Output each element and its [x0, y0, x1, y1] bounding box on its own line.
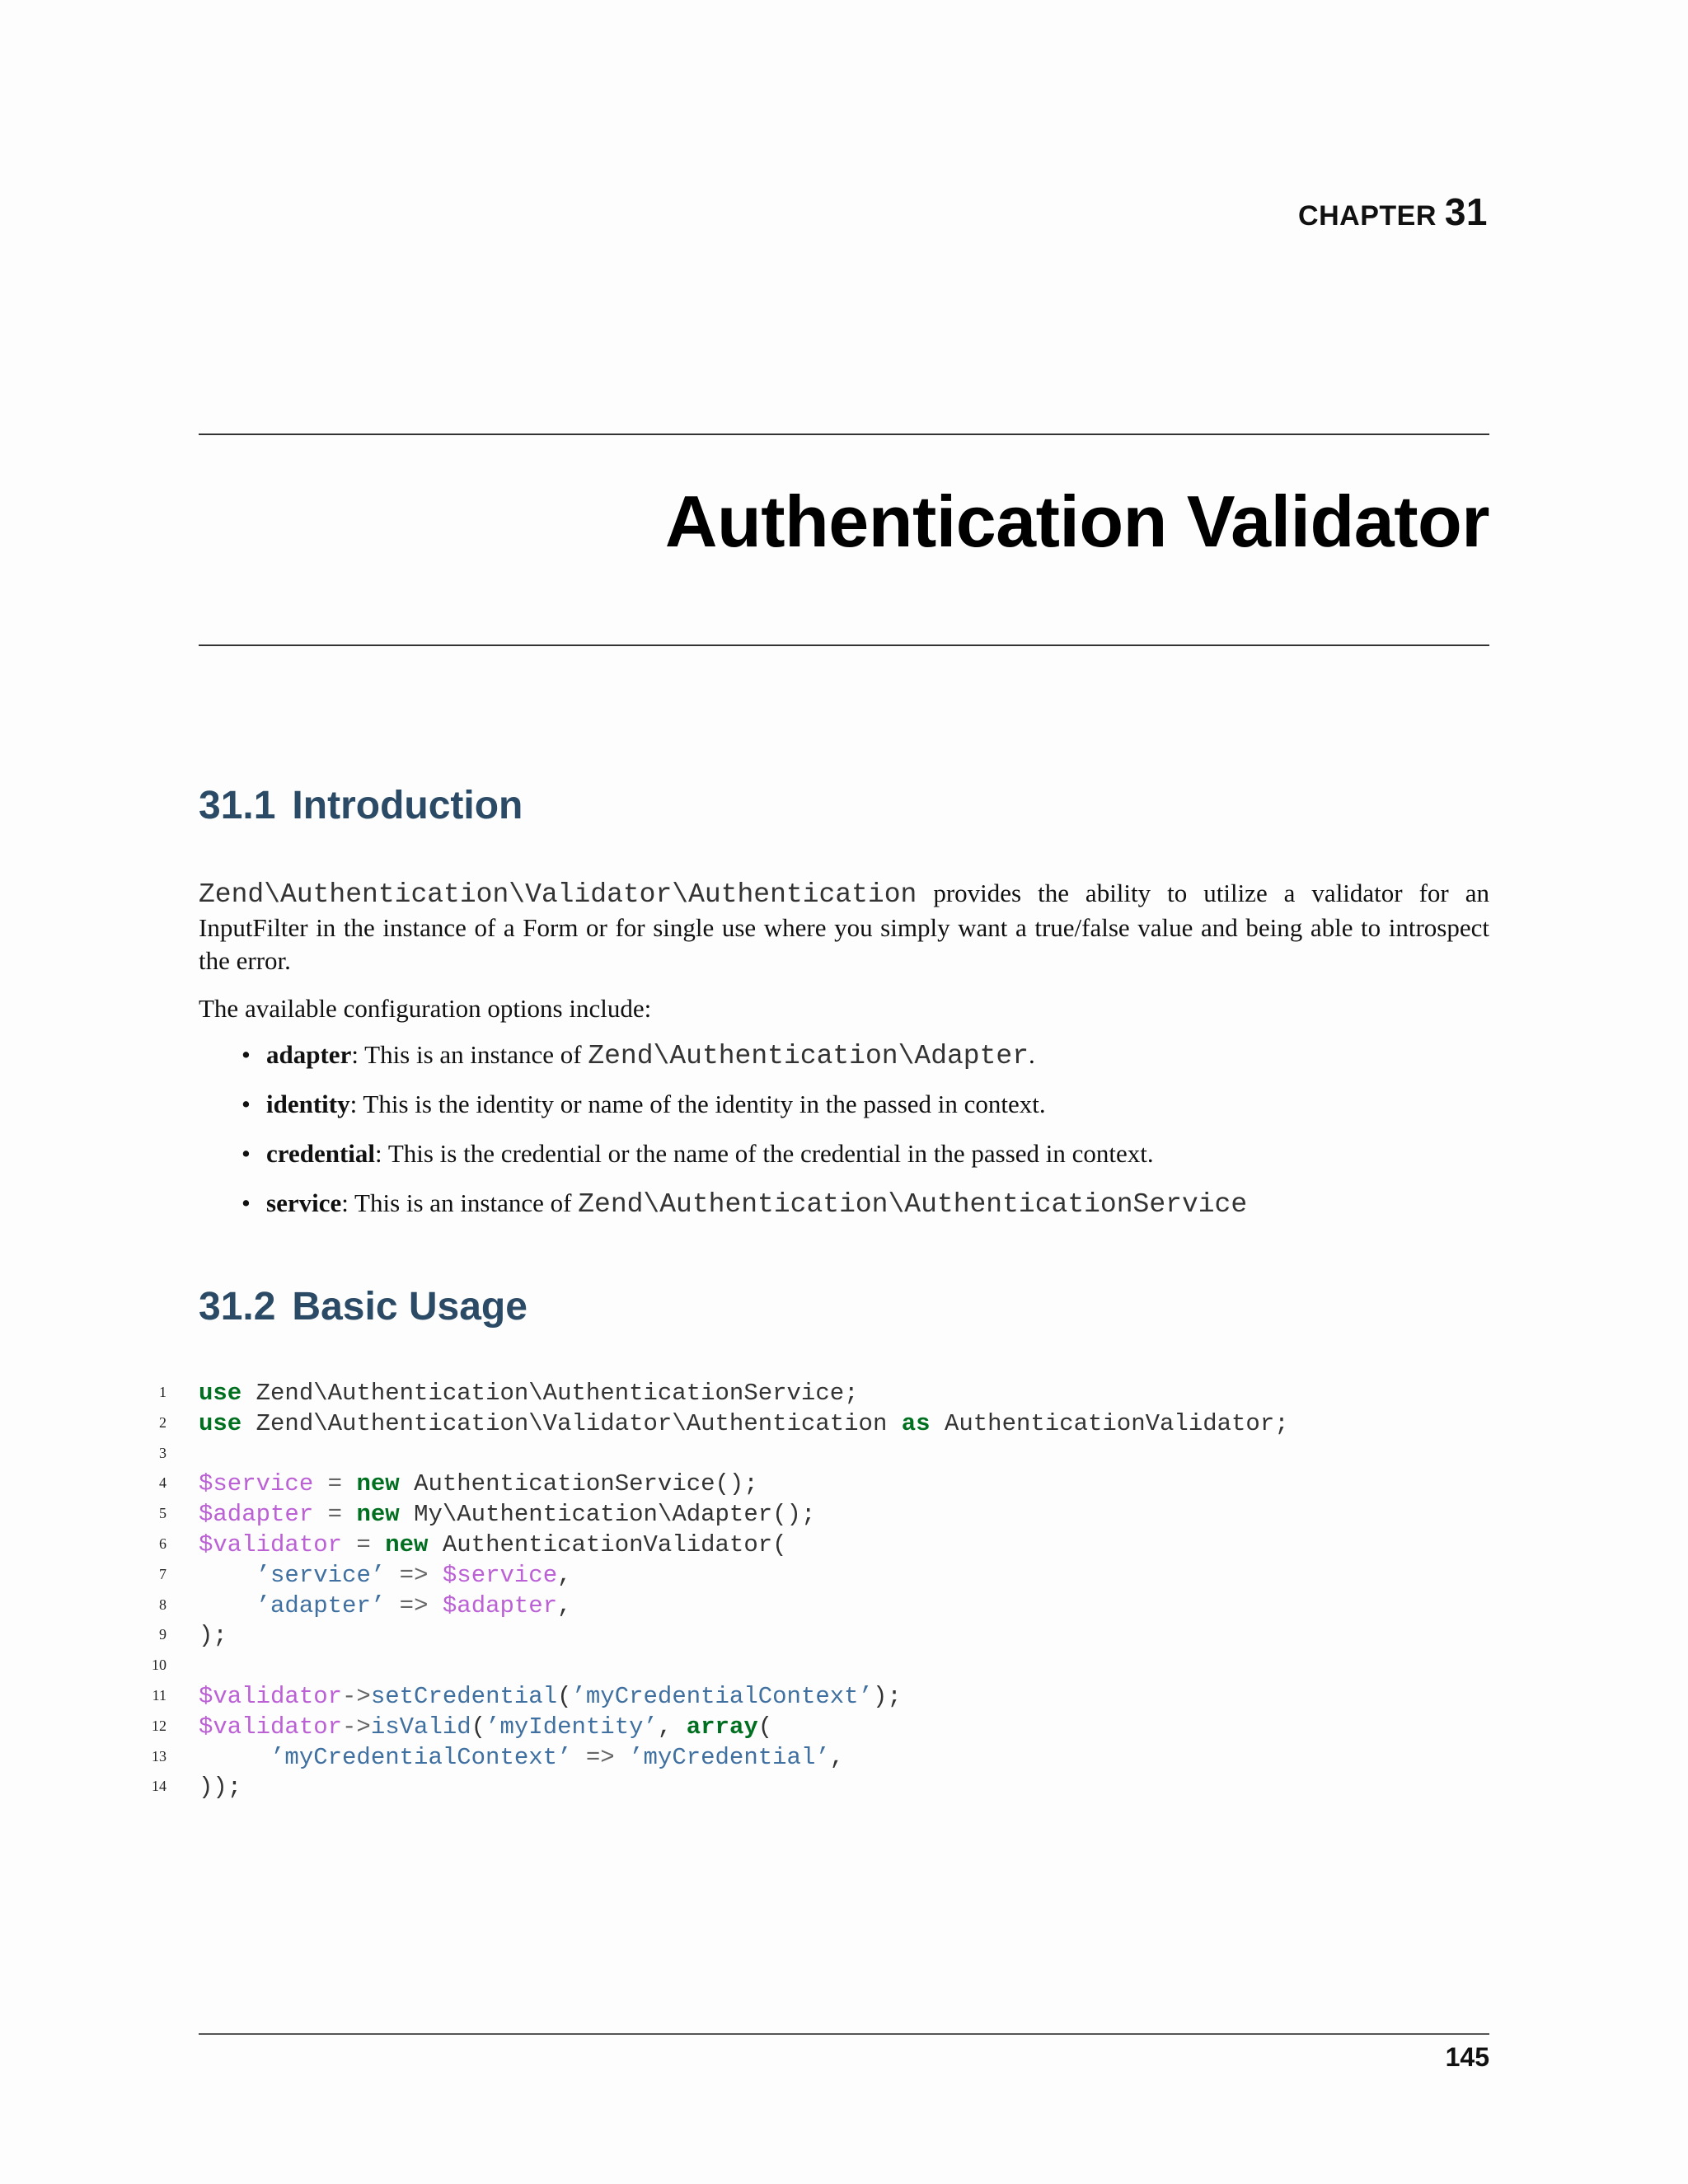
chapter-number: 31	[1444, 190, 1488, 233]
code-line	[0, 1379, 1688, 1409]
code-token: use	[199, 1380, 242, 1407]
code-text	[199, 1469, 758, 1499]
line-number: 1	[159, 1384, 166, 1400]
line-number: 3	[159, 1444, 166, 1461]
code-token: (	[471, 1713, 486, 1741]
page-number: 145	[1445, 2042, 1489, 2072]
code-token: =>	[385, 1561, 443, 1589]
line-number: 12	[152, 1717, 166, 1734]
code-text	[199, 1621, 227, 1651]
code-line	[0, 1773, 1688, 1803]
code-token: ’myCredentialContext’	[270, 1743, 572, 1771]
list-item	[199, 1038, 1489, 1088]
code-token: =	[313, 1501, 357, 1529]
chapter-word: CHAPTER	[1298, 200, 1437, 232]
line-number: 7	[159, 1565, 166, 1582]
code-token: ));	[199, 1774, 242, 1802]
code-token: ’myIdentity’	[485, 1713, 658, 1741]
paragraph-text: provides the ability to utilize a validator for an InputFilter in the instance of a Form or for single use where you simply want a true/false value and being able to introspect the error.	[199, 879, 1489, 975]
inline-code: Zend\Authentication\AuthenticationService	[578, 1189, 1248, 1220]
code-token: $service	[199, 1470, 314, 1498]
section-title: Basic Usage	[292, 1285, 528, 1329]
code-text	[199, 1409, 1289, 1439]
code-line	[0, 1469, 1688, 1500]
code-line	[0, 1440, 1688, 1470]
code-text	[199, 1530, 787, 1560]
line-number: 8	[159, 1596, 166, 1613]
section-title: Introduction	[292, 784, 523, 827]
code-token	[199, 1744, 270, 1771]
bullet-icon: •	[241, 1139, 251, 1168]
line-number: 9	[159, 1626, 166, 1643]
code-token	[199, 1562, 256, 1589]
chapter-title: Authentication Validator	[664, 480, 1489, 562]
title-top-rule	[199, 434, 1489, 435]
inline-code: Zend\Authentication\Adapter	[588, 1041, 1029, 1071]
line-number: 13	[152, 1747, 166, 1765]
code-line	[0, 1652, 1688, 1682]
inline-code: Zend\Authentication\Validator\Authentication	[199, 879, 917, 910]
section-heading-introduction	[199, 783, 523, 828]
code-token: $adapter	[442, 1591, 558, 1619]
line-number: 6	[159, 1535, 166, 1552]
code-token: ,	[557, 1561, 572, 1589]
code-line	[0, 1561, 1688, 1591]
code-line	[0, 1713, 1688, 1743]
code-listing	[0, 1379, 1688, 1803]
line-number: 14	[152, 1778, 166, 1795]
option-text: : This is an instance of	[351, 1040, 588, 1069]
bullet-icon: •	[241, 1040, 251, 1069]
code-text	[199, 1773, 241, 1802]
options-list	[199, 1038, 1489, 1236]
code-token: Zend\Authentication\AuthenticationService;	[241, 1380, 859, 1407]
code-line	[0, 1530, 1688, 1561]
code-token: ’myCredential’	[629, 1743, 830, 1771]
code-token: AuthenticationValidator;	[930, 1409, 1289, 1437]
code-token: ,	[829, 1743, 845, 1771]
code-token: AuthenticationValidator(	[428, 1530, 787, 1558]
option-text: : This is the identity or name of the identity in the passed in context.	[349, 1090, 1046, 1118]
code-token: ->	[342, 1682, 371, 1710]
code-text	[199, 1743, 844, 1773]
code-token: array	[686, 1713, 758, 1741]
code-line	[0, 1409, 1688, 1440]
code-token: Zend\Authentication\Validator\Authentication	[241, 1409, 902, 1437]
section-heading-basic-usage	[199, 1284, 528, 1329]
option-text: : This is an instance of	[341, 1188, 579, 1217]
line-number: 10	[152, 1657, 166, 1674]
line-number: 4	[159, 1474, 166, 1492]
code-token: ’service’	[256, 1561, 386, 1589]
line-number: 2	[159, 1413, 166, 1431]
section-number: 31.2	[199, 1285, 276, 1329]
option-term: adapter	[266, 1040, 352, 1069]
code-token: new	[356, 1501, 400, 1529]
code-token	[199, 1592, 256, 1619]
code-line	[0, 1621, 1688, 1652]
option-tail: .	[1029, 1040, 1035, 1069]
option-term: service	[266, 1188, 342, 1217]
code-token: $validator	[199, 1682, 343, 1710]
code-line	[0, 1500, 1688, 1530]
code-token: $validator	[199, 1530, 343, 1558]
code-token: $adapter	[199, 1501, 314, 1529]
code-text	[199, 1500, 815, 1530]
option-term: credential	[266, 1139, 376, 1168]
code-token: new	[356, 1470, 400, 1498]
options-lead-paragraph: The available configuration options include:	[199, 994, 652, 1023]
chapter-label	[1298, 190, 1488, 234]
section-number: 31.1	[199, 784, 276, 827]
code-token: (	[757, 1713, 773, 1741]
code-line	[0, 1743, 1688, 1774]
code-token: );	[872, 1682, 902, 1710]
code-token: $validator	[199, 1713, 343, 1741]
code-token: (	[557, 1682, 572, 1710]
line-number: 5	[159, 1505, 166, 1522]
footer-rule	[199, 2033, 1489, 2035]
list-item	[199, 1137, 1489, 1187]
code-token: ,	[657, 1713, 687, 1741]
option-text: : This is the credential or the name of the credential in the passed in context.	[375, 1139, 1154, 1168]
code-text	[199, 1379, 859, 1408]
code-token: as	[901, 1409, 931, 1437]
code-token: setCredential	[370, 1682, 558, 1710]
intro-paragraph	[199, 877, 1489, 977]
code-token: ’adapter’	[256, 1591, 386, 1619]
title-bottom-rule	[199, 644, 1489, 646]
code-token: ,	[557, 1591, 572, 1619]
list-item	[199, 1088, 1489, 1137]
code-text	[199, 1713, 772, 1742]
option-term: identity	[266, 1090, 350, 1118]
code-text	[199, 1561, 572, 1591]
code-token: ->	[342, 1713, 371, 1741]
code-token: isValid	[370, 1713, 471, 1741]
code-token: =	[313, 1470, 357, 1498]
code-line	[0, 1682, 1688, 1713]
code-text	[199, 1591, 572, 1621]
code-token: =	[342, 1530, 386, 1558]
code-token: $service	[442, 1561, 558, 1589]
code-token: ’myCredentialContext’	[571, 1682, 873, 1710]
bullet-icon: •	[241, 1090, 251, 1118]
code-text	[199, 1682, 902, 1712]
code-line	[0, 1591, 1688, 1622]
code-token: =>	[571, 1743, 630, 1771]
code-token: new	[385, 1530, 429, 1558]
code-token: );	[199, 1622, 227, 1650]
bullet-icon: •	[241, 1188, 251, 1217]
code-token: AuthenticationService();	[399, 1470, 758, 1498]
code-token: use	[199, 1409, 242, 1437]
line-number: 11	[152, 1686, 166, 1704]
code-token: =>	[385, 1591, 443, 1619]
list-item	[199, 1187, 1489, 1236]
code-token: My\Authentication\Adapter();	[399, 1501, 816, 1529]
